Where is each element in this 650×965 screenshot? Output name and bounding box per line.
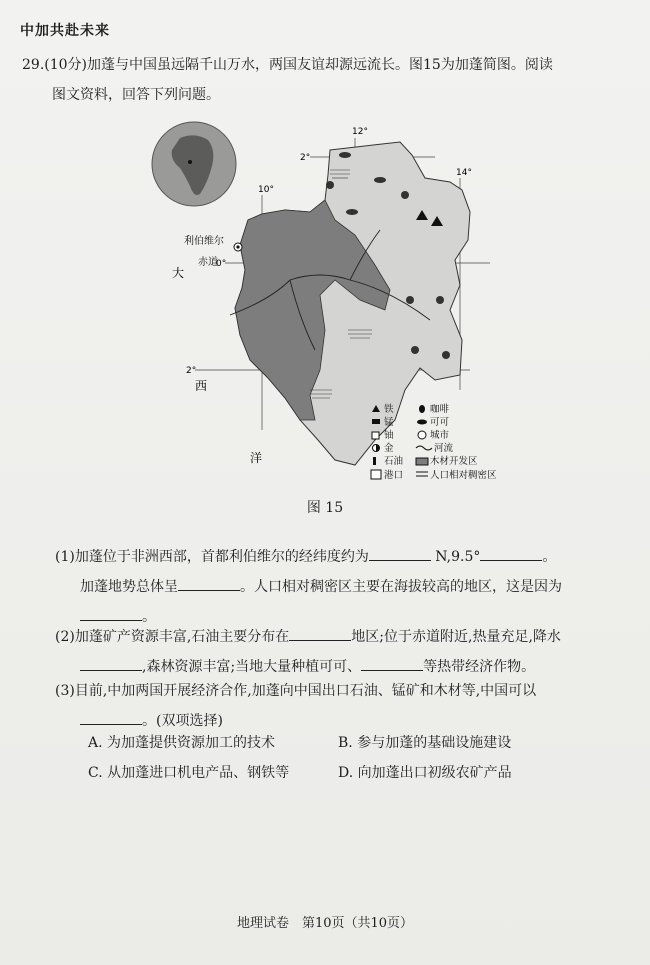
legend-gold: 金 <box>384 443 394 454</box>
sub2-part-a: (2)加蓬矿产资源丰富,石油主要分布在 <box>55 629 290 645</box>
answer-options <box>88 728 588 788</box>
gabon-map <box>150 120 510 490</box>
answer-blank-1[interactable] <box>369 546 431 561</box>
lat-label-s2: 2° <box>186 366 197 376</box>
legend-port: 港口 <box>384 470 404 481</box>
section-title: 中加共赴未来 <box>20 23 110 39</box>
answer-blank-6[interactable] <box>80 656 142 671</box>
page-footer: 地理试卷 第10页（共10页） <box>236 916 414 931</box>
legend-cocoa: 可可 <box>430 417 450 428</box>
answer-blank-7[interactable] <box>361 656 423 671</box>
sub2-part-c: ,森林资源丰富;当地大量种植可可、 <box>142 659 362 675</box>
legend-iron: 铁 <box>384 404 394 415</box>
sub2-part-b: 地区;位于赤道附近,热量充足,降水 <box>351 629 561 645</box>
sub1-part-d: 加蓬地势总体呈 <box>80 579 178 595</box>
lon-label-12: 12° <box>352 127 368 137</box>
option-d[interactable]: D. 向加蓬出口初级农矿产品 <box>338 765 512 781</box>
legend-oil: 石油 <box>384 456 404 467</box>
gabon-map-figure <box>150 120 510 490</box>
option-c[interactable]: C. 从加蓬进口机电产品、钢铁等 <box>88 765 290 781</box>
lon-label-10: 10° <box>258 185 274 195</box>
legend-city: 城市 <box>430 430 450 441</box>
sub1-part-e: 。人口相对稠密区主要在海拔较高的地区，这是因为 <box>240 579 562 595</box>
ocean-label-1: 大 <box>172 266 185 280</box>
sub-question-2 <box>55 622 630 682</box>
ocean-label-3: 洋 <box>250 451 263 465</box>
lat-label-n2: 2° <box>300 153 311 163</box>
answer-blank-4[interactable] <box>80 606 142 621</box>
sub2-part-d: 等热带经济作物。 <box>423 659 536 675</box>
sub1-part-c: 。 <box>542 549 557 565</box>
answer-blank-8[interactable] <box>80 710 142 725</box>
sub-question-3 <box>55 676 630 736</box>
lat-label-0: 0° <box>216 259 227 269</box>
globe-icon <box>152 122 236 206</box>
legend-timber: 木材开发区 <box>430 456 478 467</box>
option-a[interactable]: A. 为加蓬提供资源加工的技术 <box>88 735 276 751</box>
question-line-2: 图文资料，回答下列问题。 <box>52 87 220 103</box>
city-label: 利伯维尔 <box>184 236 224 247</box>
sub3-part-a: (3)目前,中加两国开展经济合作,加蓬向中国出口石油、锰矿和木材等,中国可以 <box>55 683 537 699</box>
question-stem <box>22 50 622 110</box>
sub1-part-b: N,9.5° <box>435 549 481 565</box>
map-legend <box>371 403 497 481</box>
legend-river: 河流 <box>434 443 454 454</box>
ocean-label-2: 西 <box>195 379 208 393</box>
option-b[interactable]: B. 参与加蓬的基础设施建设 <box>338 735 512 751</box>
equator-label: 赤道 <box>198 257 218 268</box>
answer-blank-5[interactable] <box>289 626 351 641</box>
lon-label-14: 14° <box>456 168 472 178</box>
answer-blank-2[interactable] <box>480 546 542 561</box>
sub3-part-b: 。(双项选择) <box>142 713 223 729</box>
legend-coffee: 咖啡 <box>430 404 450 415</box>
legend-population: 人口相对稠密区 <box>430 470 497 481</box>
sub1-part-f: 。 <box>142 609 156 625</box>
legend-manganese: 锰 <box>384 417 394 428</box>
legend-uranium: 铀 <box>384 430 394 441</box>
sub-question-1 <box>55 542 630 632</box>
figure-caption: 图 15 <box>306 500 344 516</box>
sub1-part-a: (1)加蓬位于非洲西部，首都利伯维尔的经纬度约为 <box>55 549 369 565</box>
question-line-1: 29.(10分)加蓬与中国虽远隔千山万水，两国友谊却源远流长。图15为加蓬简图。阅读 <box>22 57 553 73</box>
answer-blank-3[interactable] <box>178 576 240 591</box>
